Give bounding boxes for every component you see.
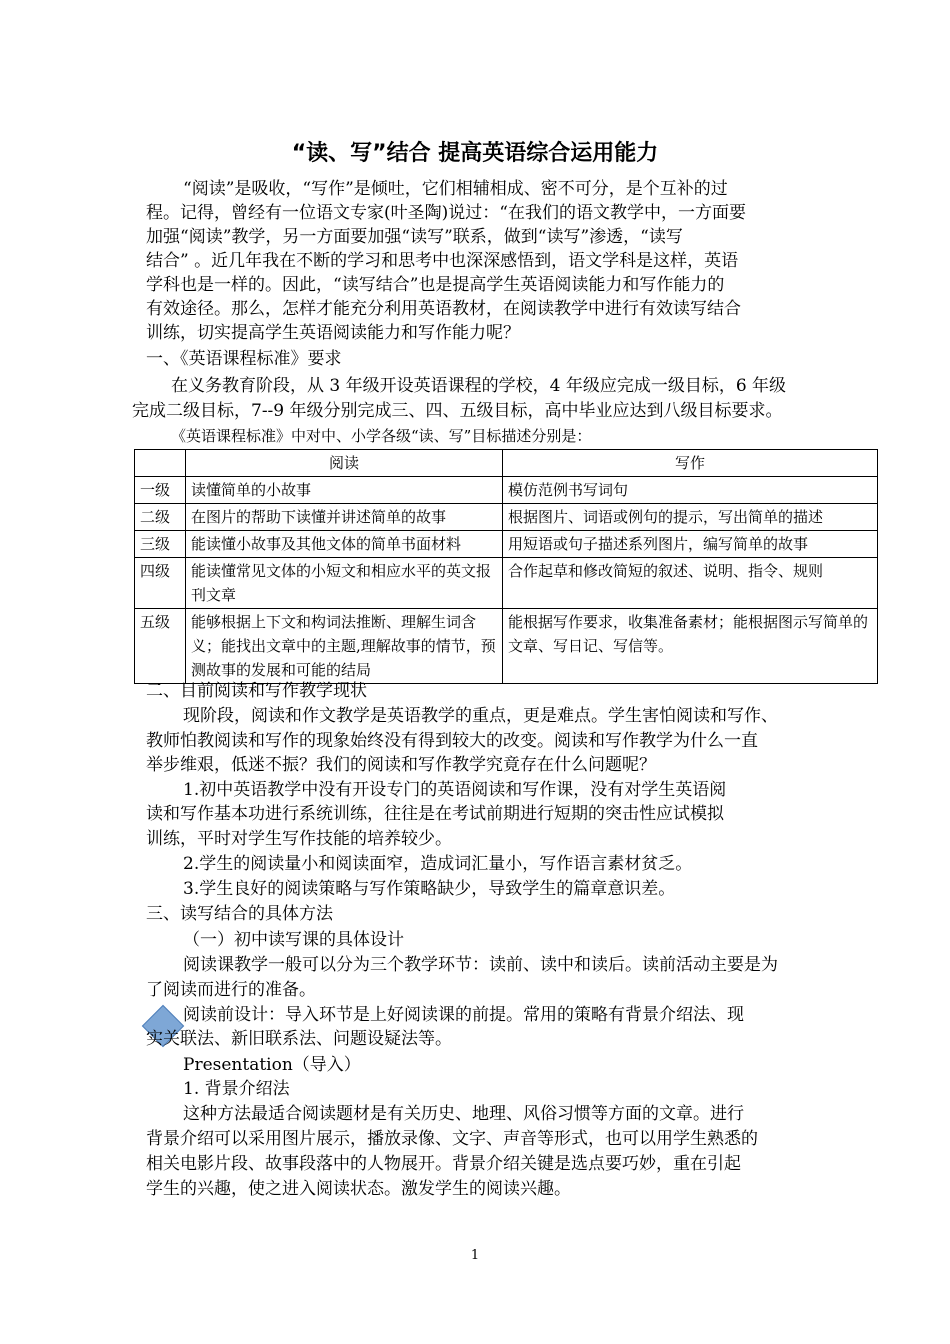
body-line: 阅读课教学一般可以分为三个教学环节：读前、读中和读后。读前活动主要是为 [183,955,778,975]
header-writing: 写作 [503,450,878,477]
level-cell: 二级 [135,504,186,531]
header-reading: 阅读 [186,450,503,477]
body-line: 学生的兴趣，使之进入阅读状态。激发学生的阅读兴趣。 [146,1179,571,1199]
page-number: 1 [470,1248,480,1263]
reading-cell: 能读懂常见文体的小短文和相应水平的英文报刊文章 [186,558,503,609]
body-line: 训练，平时对学生写作技能的培养较少。 [146,829,452,849]
body-line: 现阶段，阅读和作文教学是英语教学的重点，更是难点。学生害怕阅读和写作、 [183,706,778,726]
intro-line: 学科也是一样的。因此，“读写结合”也是提高学生英语阅读能力和写作能力的 [146,275,725,295]
table-caption: 《英语课程标准》中对中、小学各级“读、写”目标描述分别是： [171,427,592,445]
body-line: 完成二级目标，7--9 年级分别完成三、四、五级目标，高中毕业应达到八级目标要求。 [132,401,783,421]
table-row [135,504,878,531]
writing-cell: 合作起草和修改简短的叙述、说明、指令、规则 [503,558,878,609]
body-line: 背景介绍可以采用图片展示，播放录像、文字、声音等形式，也可以用学生熟悉的 [146,1129,758,1149]
table-row [135,609,878,684]
reading-cell: 读懂简单的小故事 [186,477,503,504]
body-line: 实关联法、新旧联系法、问题设疑法等。 [146,1029,452,1049]
body-line: Presentation（导入） [183,1055,361,1075]
reading-cell: 在图片的帮助下读懂并讲述简单的故事 [186,504,503,531]
section-heading: 一、《英语课程标准》要求 [146,349,342,369]
writing-cell: 能根据写作要求，收集准备素材；能根据图示写简单的文章、写日记、写信等。 [503,609,878,684]
body-line: 2.学生的阅读量小和阅读面窄，造成词汇量小，写作语言素材贫乏。 [183,854,693,874]
writing-cell: 模仿范例书写词句 [503,477,878,504]
intro-line: 训练，切实提高学生英语阅读能力和写作能力呢？ [146,323,520,343]
table-row [135,477,878,504]
body-line: 1. 背景介绍法 [183,1079,290,1099]
table-row [135,531,878,558]
reading-writing-goals-table [134,449,878,684]
reading-cell: 能够根据上下文和构词法推断、理解生词含义；能找出文章中的主题,理解故事的情节，预测故事的发展和可能的结局 [186,609,503,684]
reading-cell: 能读懂小故事及其他文体的简单书面材料 [186,531,503,558]
body-line: 举步维艰，低迷不振？我们的阅读和写作教学究竟存在什么问题呢？ [146,755,656,775]
writing-cell: 根据图片、词语或例句的提示，写出简单的描述 [503,504,878,531]
document-title: “读、写”结合 提高英语综合运用能力 [291,141,659,166]
intro-line: 程。记得，曾经有一位语文专家(叶圣陶)说过：“在我们的语文教学中，一方面要 [146,203,746,223]
body-line: 相关电影片段、故事段落中的人物展开。背景介绍关键是选点要巧妙，重在引起 [146,1154,741,1174]
writing-cell: 用短语或句子描述系列图片，编写简单的故事 [503,531,878,558]
intro-line: “阅读”是吸收，“写作”是倾吐，它们相辅相成、密不可分，是个互补的过 [183,179,728,199]
section-heading: 二、目前阅读和写作教学现状 [146,681,367,701]
level-cell: 一级 [135,477,186,504]
body-line: 3.学生良好的阅读策略与写作策略缺少，导致学生的篇章意识差。 [183,879,676,899]
intro-line: 加强“阅读”教学，另一方面要加强“读写”联系，做到“读写”渗透，“读写 [146,227,683,247]
body-line: 教师怕教阅读和写作的现象始终没有得到较大的改变。阅读和写作教学为什么一直 [146,731,758,751]
body-line: 1.初中英语教学中没有开设专门的英语阅读和写作课，没有对学生英语阅 [183,780,727,800]
level-cell: 三级 [135,531,186,558]
body-line: 读和写作基本功进行系统训练，往往是在考试前期进行短期的突击性应试模拟 [146,804,724,824]
body-line: 这种方法最适合阅读题材是有关历史、地理、风俗习惯等方面的文章。进行 [183,1104,744,1124]
intro-line: 结合” 。近几年我在不断的学习和思考中也深深感悟到，语文学科是这样，英语 [146,251,739,271]
table-corner-cell [135,450,186,477]
level-cell: 四级 [135,558,186,609]
body-line: 了阅读而进行的准备。 [146,980,316,1000]
table-header-row [135,450,878,477]
subsection-heading: （一）初中读写课的具体设计 [183,930,404,950]
section-heading: 三、读写结合的具体方法 [146,904,333,924]
body-line: 在义务教育阶段，从 3 年级开设英语课程的学校，4 年级应完成一级目标，6 年级 [171,376,787,396]
body-line: 阅读前设计：导入环节是上好阅读课的前提。常用的策略有背景介绍法、现 [183,1005,744,1025]
level-cell: 五级 [135,609,186,684]
table-row [135,558,878,609]
intro-line: 有效途径。那么，怎样才能充分利用英语教材，在阅读教学中进行有效读写结合 [146,299,741,319]
